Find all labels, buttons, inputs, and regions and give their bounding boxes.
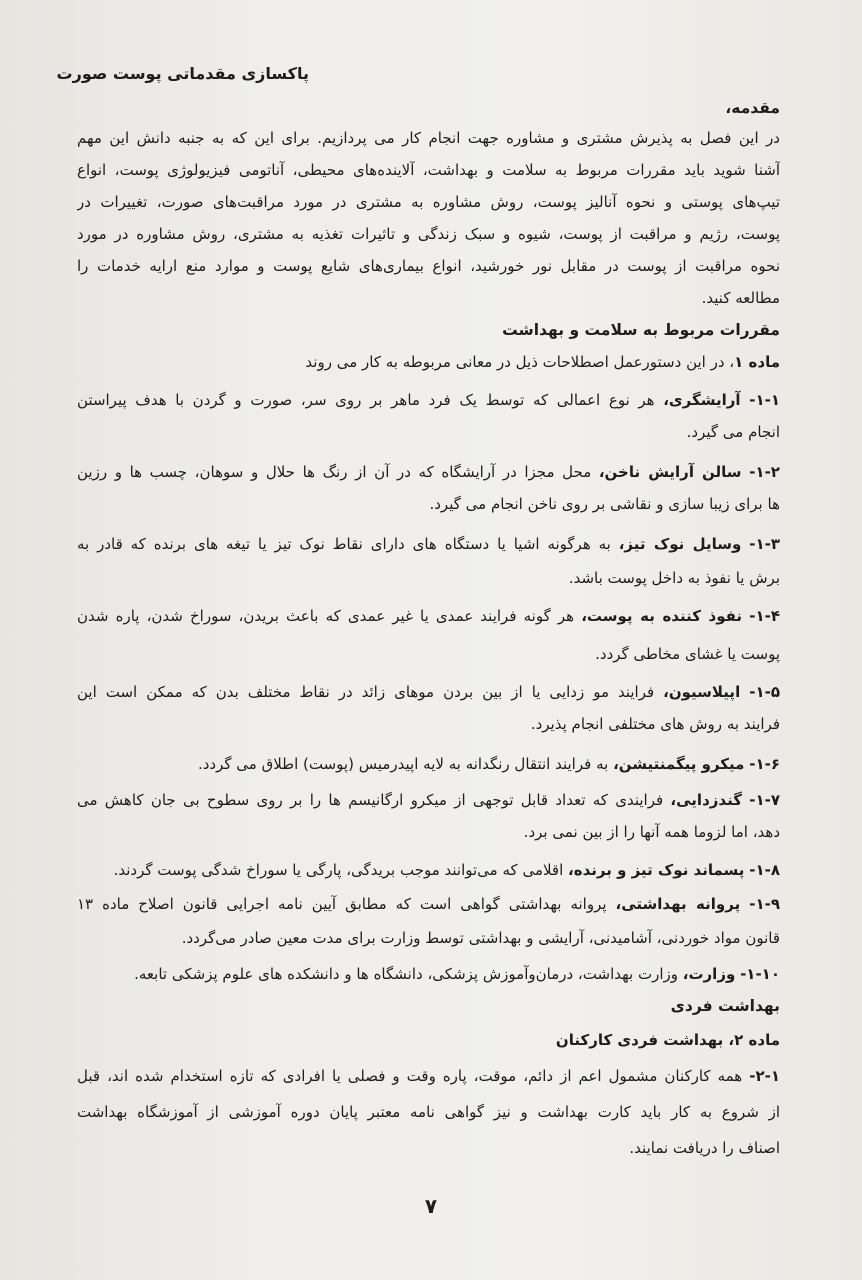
intro-line: نحوه مراقبت از پوست در مقابل نور خورشید، انواع بیماری‌های شایع پوست و موارد منع ارایه خدمات را <box>77 257 780 275</box>
section-heading: بهداشت فردی <box>670 997 780 1015</box>
definition-item <box>77 456 780 488</box>
item-term: پروانه بهداشتی، <box>615 895 741 913</box>
intro-line: آشنا شوید باید مقررات مربوط به سلامت و بهداشت، آلاینده‌های محیطی، آناتومی فیزیولوژی پوست، انواع <box>77 161 780 179</box>
definition-item <box>77 676 780 708</box>
definition-item <box>77 748 780 780</box>
intro-line: پوست، رژیم و مراقبت از پوست، شیوه و سبک زندگی و تاثیرات تغذیه به مشتری، روش مشاوره در مورد <box>77 225 780 243</box>
article-text: ، در این دستورعمل اصطلاحات ذیل در معانی مربوطه به کار می روند <box>305 353 735 371</box>
item-text: فرایند مو زدایی یا از بین بردن موهای زائد در نقاط مختلف بدن که ممکن است این <box>77 683 664 701</box>
item-text: همه کارکنان مشمول اعم از دائم، موقت، پاره وقت و فصلی یا افرادی که تازه استخدام شده اند، قبل <box>77 1067 750 1085</box>
item-continuation: ها برای زیبا سازی و نقاشی بر روی ناخن انجام می گیرد. <box>429 495 780 513</box>
item-number: ۱-۶- <box>749 755 780 773</box>
running-head: پاکسازی مقدماتی پوست صورت <box>56 64 309 83</box>
item-number: ۱-۳- <box>749 535 780 553</box>
item-text: محل مجزا در آرایشگاه که در آن از رنگ ها حلال و سوهان، چسب ها و رزین <box>77 463 599 481</box>
item-term: میکرو پیگمنتیشن، <box>613 755 745 773</box>
intro-heading: مقدمه، <box>725 99 780 117</box>
item-number: ۱-۴- <box>749 607 780 625</box>
item-number: ۲-۱- <box>749 1067 780 1085</box>
intro-line: مطالعه کنید. <box>701 289 780 307</box>
item-number: ۱-۵- <box>749 683 780 701</box>
item-continuation: از شروع به کار باید کارت بهداشت و نیز گواهی نامه معتبر پایان دوره آموزشی از آموزشگاه بهداشت <box>77 1103 780 1121</box>
item-term: آرایشگری، <box>663 391 741 409</box>
item-term: سالن آرایش ناخن، <box>598 463 742 481</box>
definition-item <box>77 888 780 920</box>
item-number: ۱-۲- <box>749 463 780 481</box>
definition-item <box>77 1060 780 1092</box>
page-number: ۷ <box>424 1194 438 1218</box>
article-line <box>77 346 780 378</box>
item-continuation: دهد، اما لزوما همه آنها را از بین نمی برد. <box>523 823 780 841</box>
definition-item <box>77 854 780 886</box>
item-number: ۱-۱۰- <box>740 965 780 983</box>
article-label: ماده ۲ <box>734 1031 780 1049</box>
item-term: نفوذ کننده به پوست، <box>581 607 743 625</box>
item-term: گندزدایی، <box>670 791 742 809</box>
item-continuation: اصناف را دریافت نمایند. <box>629 1139 780 1157</box>
article-text: ، بهداشت فردی کارکنان <box>555 1031 735 1049</box>
item-number: ۱-۷- <box>749 791 780 809</box>
article-line <box>77 1024 780 1056</box>
item-term: وزارت، <box>682 965 736 983</box>
item-continuation: پوست یا غشای مخاطی گردد. <box>595 645 780 663</box>
item-text: فرایندی که تعداد قابل توجهی از میکرو ارگانیسم ها را بر روی سطوح بی جان کاهش می <box>77 791 671 809</box>
item-term: پسماند نوک تیز و برنده، <box>568 861 745 879</box>
definition-item <box>77 384 780 416</box>
definition-item <box>77 600 780 632</box>
intro-line: تیپ‌های پوستی و نحوه آنالیز پوست، روش مشاوره به مشتری در مورد مراقبت‌های صورت، تغییرات در <box>77 193 780 211</box>
item-term: وسایل نوک تیز، <box>618 535 742 553</box>
item-text: پروانه بهداشتی گواهی است که مطابق آیین نامه اجرایی قانون اصلاح ماده ۱۳ <box>77 895 616 913</box>
item-continuation: قانون مواد خوردنی، آشامیدنی، آرایشی و بهداشتی توسط وزارت برای مدت معین صادر می‌گردد. <box>181 929 780 947</box>
item-number: ۱-۸- <box>749 861 780 879</box>
intro-line: در این فصل به پذیرش مشتری و مشاوره جهت انجام کار می پردازیم. برای این که به جنبه دانش این مهم <box>77 129 780 147</box>
definition-item <box>77 528 780 560</box>
item-text: به هرگونه اشیا یا دستگاه های دارای نقاط نوک تیز یا تیغه های برنده که قادر به <box>77 535 619 553</box>
item-continuation: فرایند به روش های مختلفی انجام پذیرد. <box>530 715 780 733</box>
section-heading: مقررات مربوط به سلامت و بهداشت <box>502 321 780 339</box>
item-continuation: انجام می گیرد. <box>686 423 780 441</box>
item-number: ۱-۱- <box>749 391 780 409</box>
item-term: اپیلاسیون، <box>663 683 741 701</box>
item-text: وزارت بهداشت، درمان‌وآموزش پزشکی، دانشگاه ها و دانشکده های علوم پزشکی تابعه. <box>134 965 683 983</box>
item-number: ۱-۹- <box>749 895 780 913</box>
article-label: ماده ۱ <box>734 353 780 371</box>
item-text: اقلامی که می‌توانند موجب بریدگی، پارگی یا سوراخ شدگی پوست گردند. <box>113 861 569 879</box>
item-text: به فرایند انتقال رنگدانه به لایه اپیدرمیس (پوست) اطلاق می گردد. <box>197 755 614 773</box>
item-text: هر گونه فرایند عمدی یا غیر عمدی که باعث بریدن، سوراخ شدن، پاره شدن <box>77 607 582 625</box>
definition-item <box>77 958 780 990</box>
item-text: هر نوع اعمالی که توسط یک فرد ماهر بر روی سر، صورت و گردن با هدف پیراستن <box>77 391 664 409</box>
item-continuation: برش یا نفوذ به داخل پوست باشد. <box>568 569 780 587</box>
definition-item <box>77 784 780 816</box>
